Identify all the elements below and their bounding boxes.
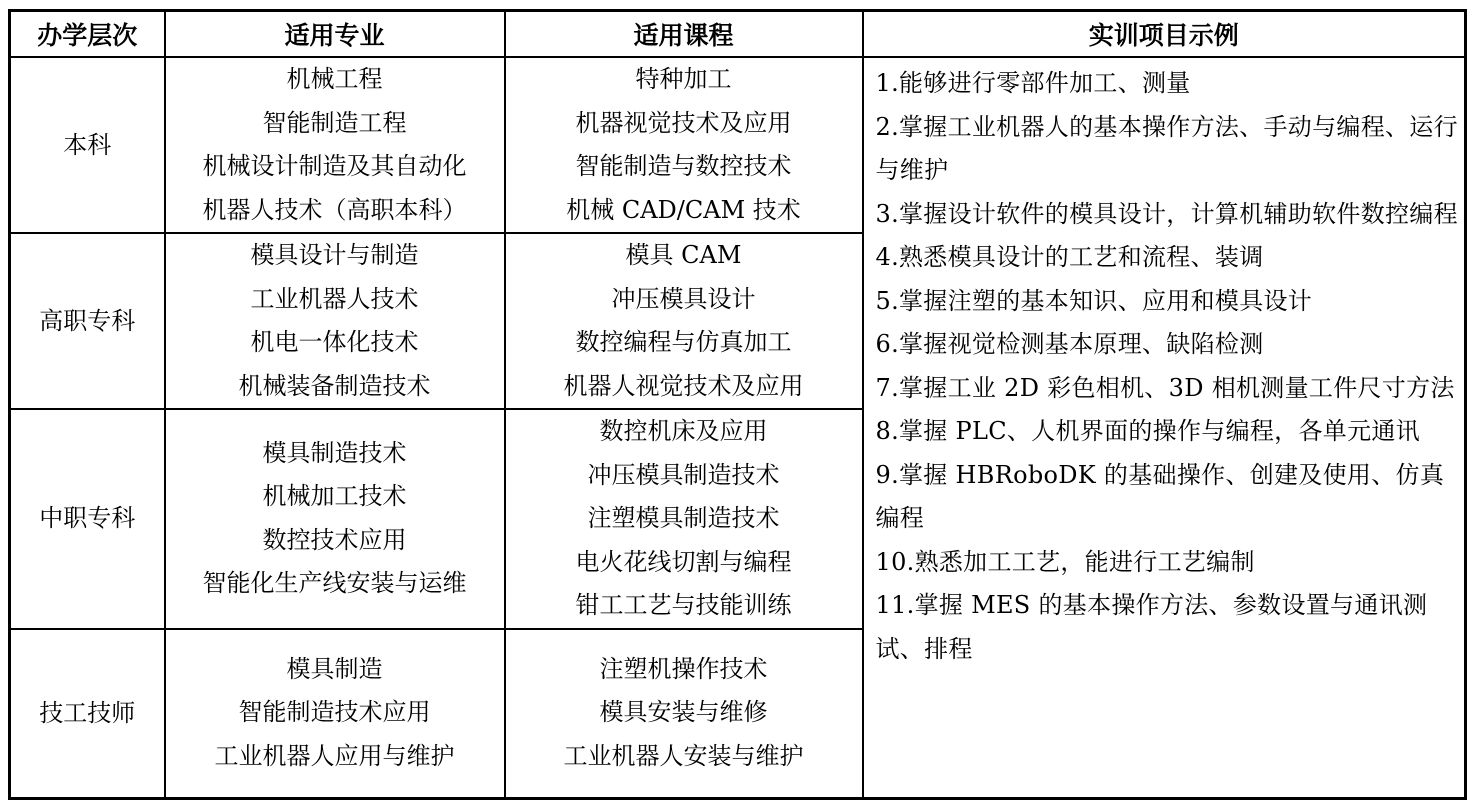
major-item: 机器人技术（高职本科） [202,195,467,224]
major-item: 智能制造工程 [262,108,407,137]
course-item: 机械 CAD/CAM 技术 [566,195,801,224]
project-item: 5.掌握注塑的基本知识、应用和模具设计 [875,286,1313,315]
header-majors: 适用专业 [165,11,505,58]
table-row-undergraduate [10,57,1466,233]
project-item: 3.掌握设计软件的模具设计，计算机辅助软件数控编程 [875,199,1458,228]
course-item: 特种加工 [635,65,732,93]
major-item: 模具制造 [286,654,383,683]
major-item: 机械加工技术 [262,482,407,511]
course-item: 工业机器人安装与维护 [563,741,804,770]
course-item: 冲压模具制造技术 [587,460,780,489]
level-label: 技工技师 [39,698,136,727]
course-item: 数控编程与仿真加工 [575,328,792,356]
header-courses: 适用课程 [505,11,863,58]
major-item: 机械设计制造及其自动化 [202,152,467,180]
project-item: 11.掌握 MES 的基本操作方法、参数设置与通讯测试、排程 [875,591,1428,663]
level-cell [10,57,165,233]
level-label: 中职专科 [39,504,136,533]
course-item: 注塑模具制造技术 [587,504,780,532]
level-label: 高职专科 [39,306,136,335]
project-item: 2.掌握工业机器人的基本操作方法、手动与编程、运行与维护 [875,112,1458,184]
table-header-row [10,11,1466,58]
major-item: 工业机器人应用与维护 [214,741,455,770]
level-cell [10,233,165,409]
project-item: 4.熟悉模具设计的工艺和流程、装调 [875,243,1264,271]
course-item: 智能制造与数控技术 [575,152,792,180]
majors-cell [165,409,505,629]
project-item: 7.掌握工业 2D 彩色相机、3D 相机测量工件尺寸方法 [875,373,1455,402]
major-item: 工业机器人技术 [250,284,419,313]
project-item: 1.能够进行零部件加工、测量 [875,69,1191,97]
courses-cell [505,409,863,629]
level-cell [10,629,165,799]
major-item: 模具制造技术 [262,438,407,467]
course-item: 模具 CAM [625,241,742,269]
header-projects: 实训项目示例 [863,11,1466,58]
course-item: 冲压模具设计 [611,284,756,313]
courses-cell [505,233,863,409]
course-item: 模具安装与维修 [599,698,768,727]
major-item: 机械工程 [286,65,383,93]
course-item: 电火花线切割与编程 [575,547,792,576]
project-item: 10.熟悉加工工艺，能进行工艺编制 [875,547,1255,576]
majors-cell [165,57,505,233]
training-table [8,9,1467,800]
majors-cell [165,629,505,799]
project-item: 8.掌握 PLC、人机界面的操作与编程，各单元通讯 [875,417,1420,445]
course-item: 数控机床及应用 [599,417,768,445]
course-item: 机器人视觉技术及应用 [563,371,804,400]
major-item: 模具设计与制造 [250,241,419,269]
course-item: 钳工工艺与技能训练 [575,591,792,619]
project-item: 9.掌握 HBRoboDK 的基础操作、创建及使用、仿真编程 [875,460,1445,532]
major-item: 数控技术应用 [262,525,407,554]
projects-cell [863,57,1466,798]
course-item: 注塑机操作技术 [599,654,768,683]
courses-cell [505,57,863,233]
major-item: 机械装备制造技术 [238,371,431,400]
majors-cell [165,233,505,409]
header-level: 办学层次 [10,11,165,58]
major-item: 机电一体化技术 [250,328,419,356]
major-item: 智能化生产线安装与运维 [202,569,467,598]
course-item: 机器视觉技术及应用 [575,108,792,137]
level-cell [10,409,165,629]
training-table-container [8,9,1464,800]
level-label: 本科 [63,130,112,159]
courses-cell [505,629,863,799]
project-item: 6.掌握视觉检测基本原理、缺陷检测 [875,330,1264,358]
major-item: 智能制造技术应用 [238,698,431,727]
